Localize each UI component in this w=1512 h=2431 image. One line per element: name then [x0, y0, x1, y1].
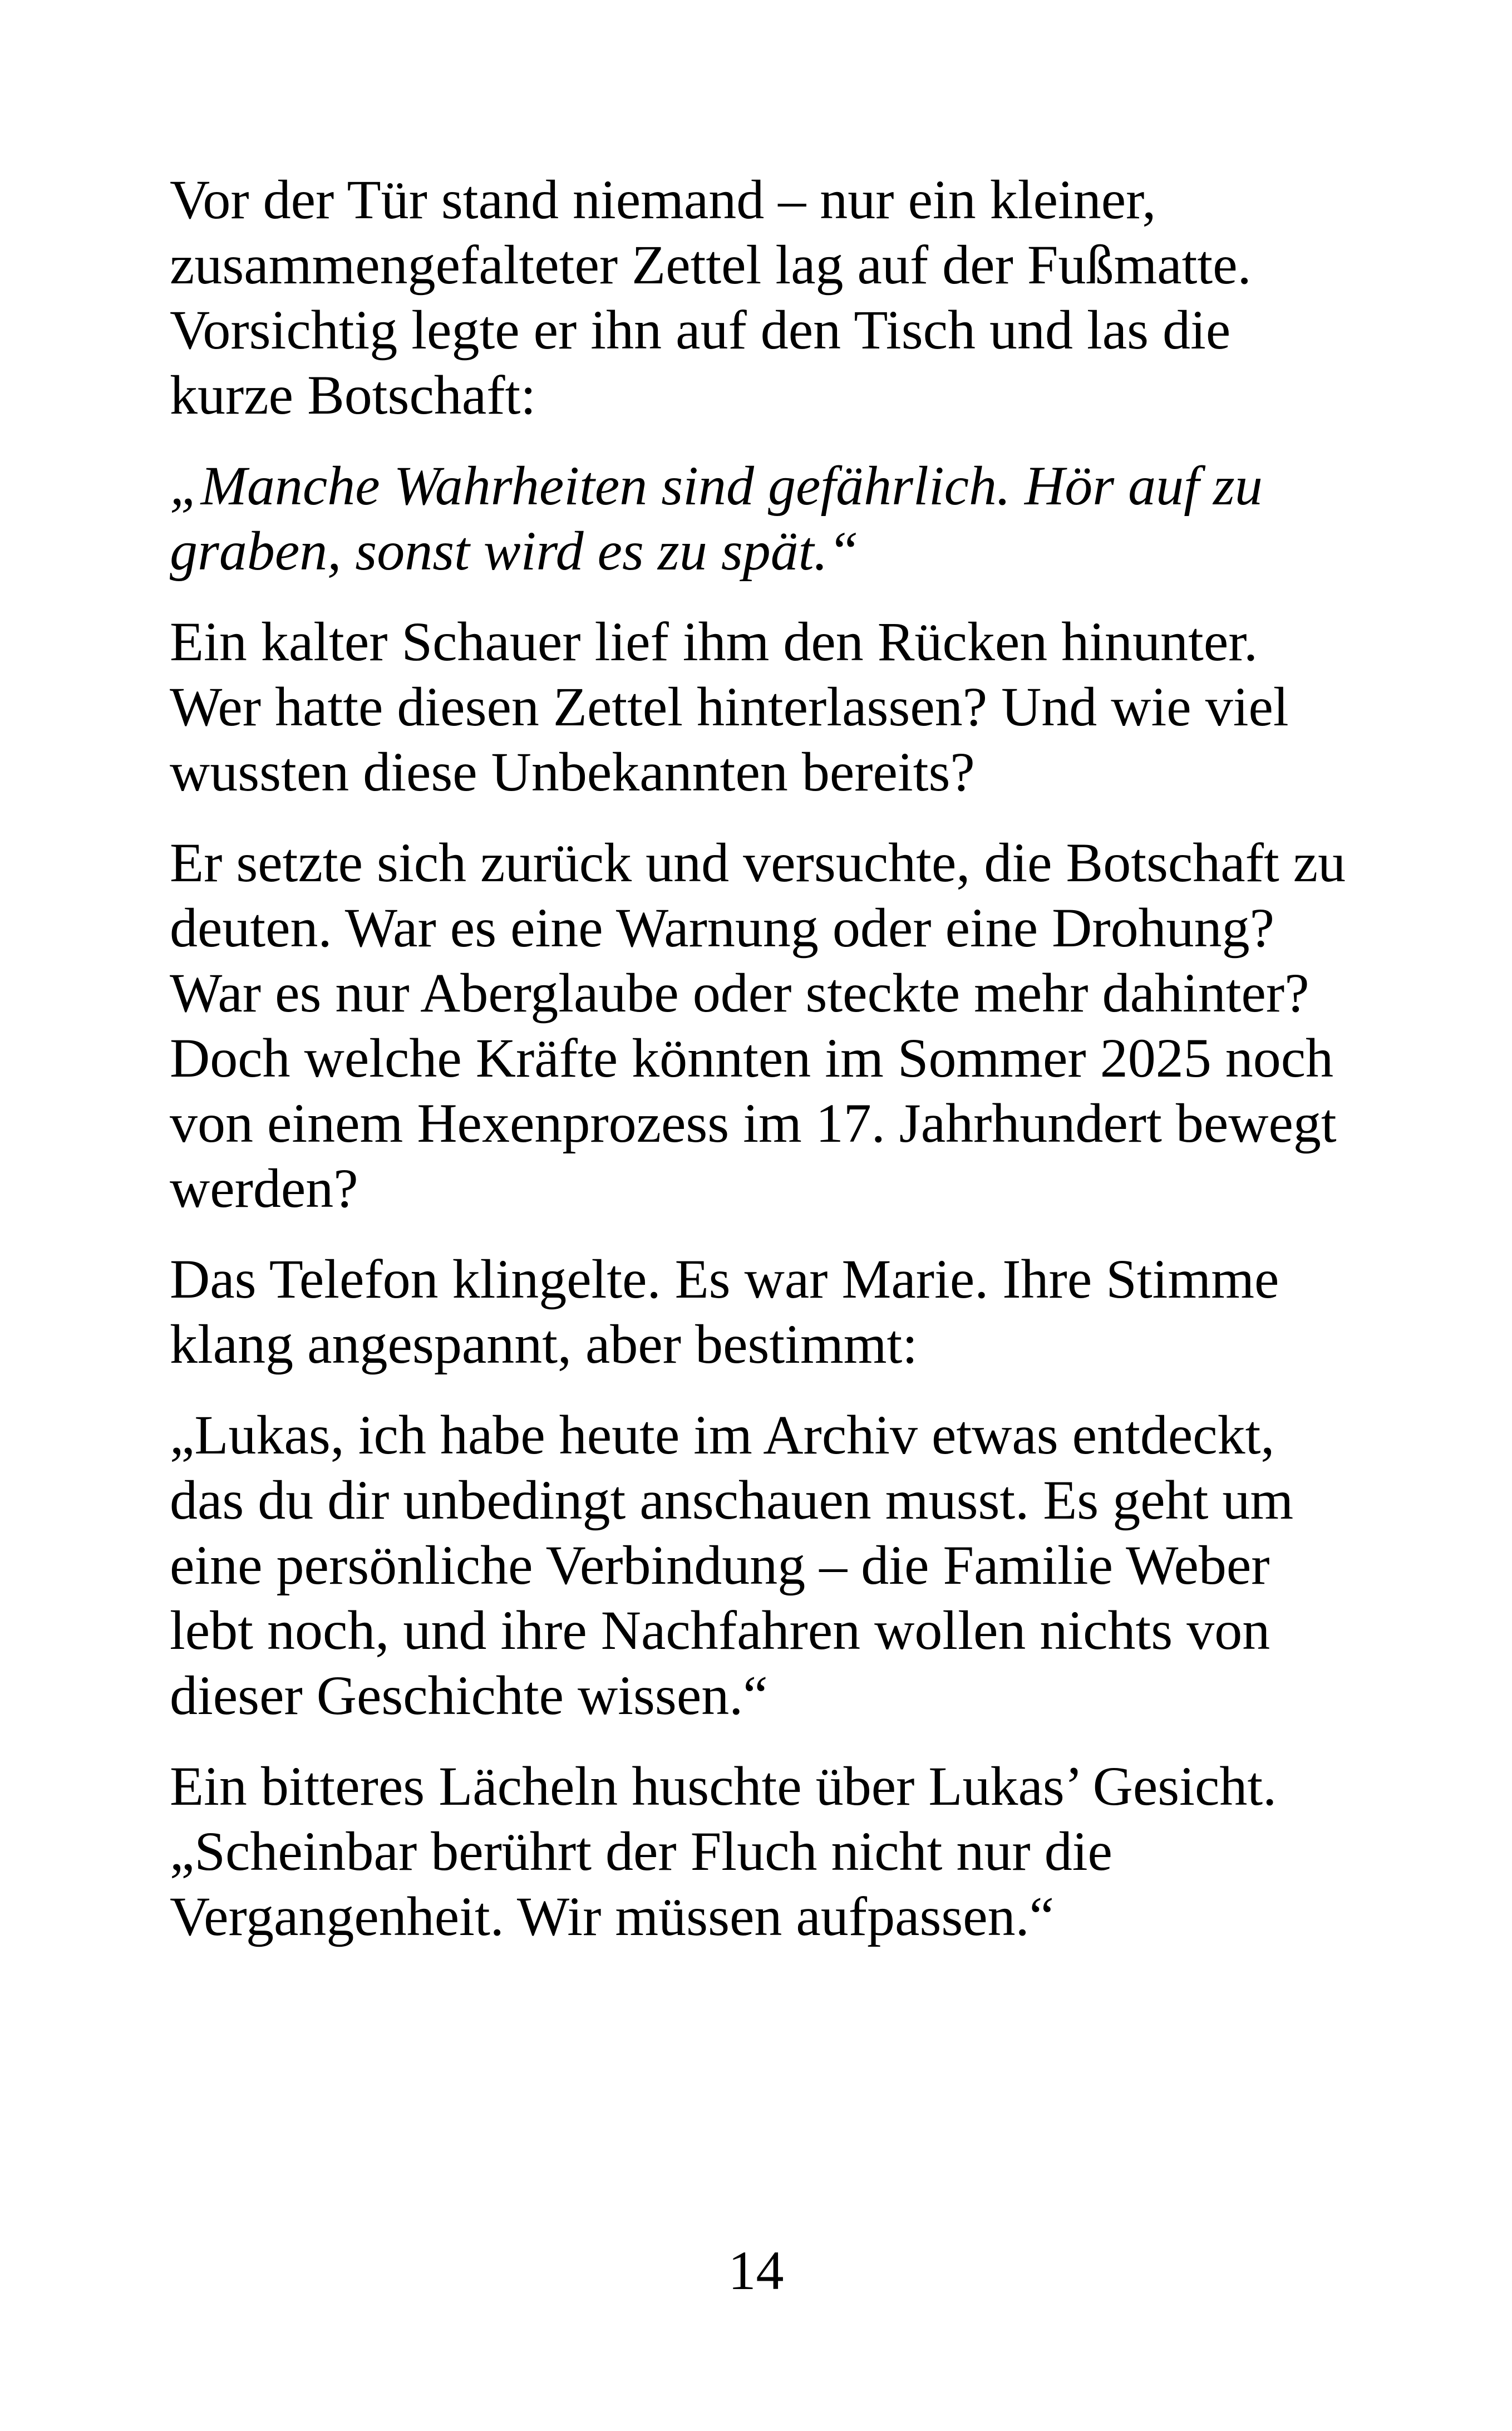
- text-line: „Manche Wahrheiten sind gefährlich. Hör auf zu: [170, 455, 1263, 517]
- text-line: kurze Botschaft:: [170, 364, 536, 426]
- text-line: Das Telefon klingelte. Es war Marie. Ihre Stimme: [170, 1248, 1279, 1310]
- text-line: das du dir unbedingt anschauen musst. Es geht um: [170, 1469, 1294, 1531]
- text-line: eine persönliche Verbindung – die Familie Weber: [170, 1534, 1270, 1596]
- text-line: Er setzte sich zurück und versuchte, die Botschaft zu: [170, 832, 1346, 893]
- paragraph-phone-call: [170, 1246, 1383, 1377]
- paragraph-marie-quote: [170, 1402, 1383, 1728]
- paragraph-note-at-door: [170, 167, 1383, 428]
- text-line: War es nur Aberglaube oder steckte mehr dahinter?: [170, 962, 1309, 1024]
- text-line: Vorsichtig legte er ihn auf den Tisch und las die: [170, 299, 1231, 361]
- paragraph-lukas-reply: [170, 1754, 1383, 1949]
- text-line: deuten. War es eine Warnung oder eine Drohung?: [170, 897, 1275, 959]
- text-line: von einem Hexenprozess im 17. Jahrhundert bewegt: [170, 1092, 1337, 1154]
- page-number: 14: [728, 2240, 784, 2301]
- body-text: [170, 167, 1383, 1975]
- text-line: klang angespannt, aber bestimmt:: [170, 1313, 918, 1375]
- paragraph-warning-message: [170, 453, 1383, 583]
- text-line: Vergangenheit. Wir müssen aufpassen.“: [170, 1885, 1055, 1947]
- text-line: Wer hatte diesen Zettel hinterlassen? Und wie viel: [170, 676, 1289, 738]
- text-line: dieser Geschichte wissen.“: [170, 1664, 768, 1726]
- paragraph-reflection: [170, 830, 1383, 1221]
- text-line: „Scheinbar berührt der Fluch nicht nur die: [170, 1820, 1112, 1882]
- text-line: wussten diese Unbekannten bereits?: [170, 741, 975, 803]
- text-line: Ein kalter Schauer lief ihm den Rücken hinunter.: [170, 611, 1258, 672]
- text-line: werden?: [170, 1157, 358, 1219]
- text-line: Ein bitteres Lächeln huschte über Lukas’ Gesicht.: [170, 1755, 1277, 1817]
- text-line: graben, sonst wird es zu spät.“: [170, 520, 859, 582]
- text-line: zusammengefalteter Zettel lag auf der Fußmatte.: [170, 234, 1252, 296]
- text-line: lebt noch, und ihre Nachfahren wollen nichts von: [170, 1599, 1270, 1661]
- text-line: „Lukas, ich habe heute im Archiv etwas entdeckt,: [170, 1404, 1275, 1466]
- text-line: Vor der Tür stand niemand – nur ein kleiner,: [170, 169, 1156, 230]
- text-line: Doch welche Kräfte könnten im Sommer 2025 noch: [170, 1027, 1334, 1089]
- paragraph-shiver: [170, 609, 1383, 804]
